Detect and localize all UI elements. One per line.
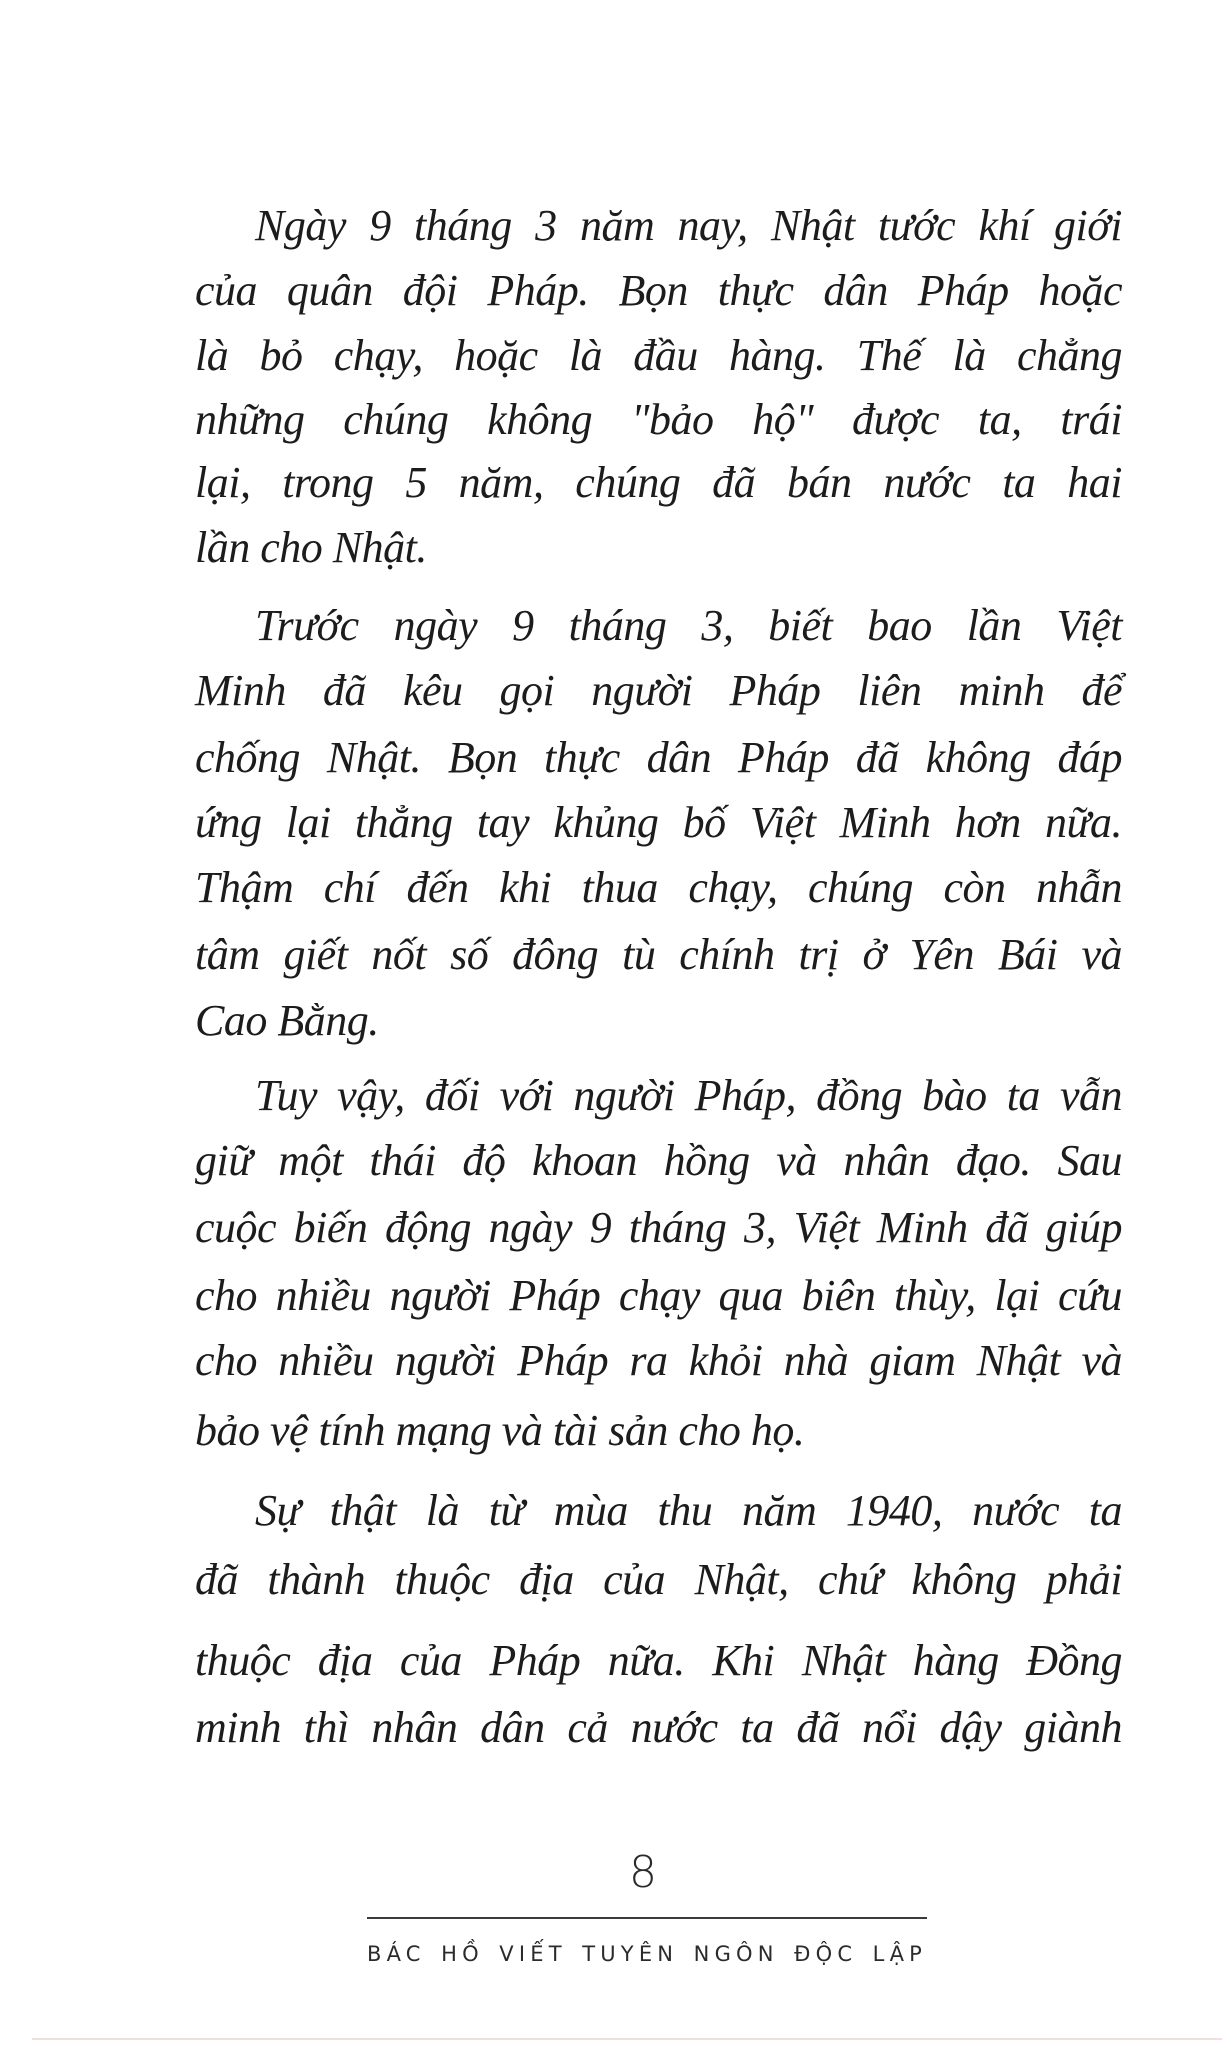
footer-rule — [367, 1917, 927, 1919]
text-line: cuộc biến động ngày 9 tháng 3, Việt Minh đã giúp — [195, 1203, 1122, 1252]
page-edge-divider — [32, 2038, 1222, 2040]
text-line: Ngày 9 tháng 3 năm nay, Nhật tước khí giới — [255, 201, 1122, 250]
text-line: thuộc địa của Pháp nữa. Khi Nhật hàng Đồng — [195, 1636, 1122, 1685]
text-line: Cao Bằng. — [195, 996, 379, 1045]
text-line: Sự thật là từ mùa thu năm 1940, nước ta — [255, 1486, 1122, 1535]
text-line: tâm giết nốt số đông tù chính trị ở Yên Bái và — [195, 930, 1122, 979]
text-line: chống Nhật. Bọn thực dân Pháp đã không đáp — [195, 733, 1122, 782]
text-line: cho nhiều người Pháp chạy qua biên thùy, lại cứu — [195, 1271, 1122, 1320]
text-line: cho nhiều người Pháp ra khỏi nhà giam Nhật và — [195, 1336, 1122, 1385]
text-line: những chúng không "bảo hộ" được ta, trái — [195, 395, 1122, 444]
text-line: Minh đã kêu gọi người Pháp liên minh để — [195, 666, 1122, 715]
text-line: Tuy vậy, đối với người Pháp, đồng bào ta vẫn — [255, 1071, 1122, 1120]
text-line: ứng lại thẳng tay khủng bố Việt Minh hơn nữa. — [195, 798, 1122, 847]
text-line: giữ một thái độ khoan hồng và nhân đạo. Sau — [195, 1136, 1122, 1185]
text-line: là bỏ chạy, hoặc là đầu hàng. Thế là chẳng — [195, 331, 1122, 380]
text-line: của quân đội Pháp. Bọn thực dân Pháp hoặc — [195, 266, 1122, 315]
text-line: lại, trong 5 năm, chúng đã bán nước ta hai — [195, 458, 1122, 507]
text-line: Thậm chí đến khi thua chạy, chúng còn nhẫn — [195, 863, 1122, 912]
text-line: lần cho Nhật. — [195, 523, 427, 572]
text-line: đã thành thuộc địa của Nhật, chứ không phải — [195, 1555, 1122, 1604]
page-number: 8 — [629, 1847, 657, 1898]
text-line: Trước ngày 9 tháng 3, biết bao lần Việt — [255, 601, 1122, 650]
text-line: minh thì nhân dân cả nước ta đã nổi dậy giành — [195, 1703, 1122, 1752]
running-footer-title: BÁC HỒ VIẾT TUYÊN NGÔN ĐỘC LẬP — [367, 1942, 927, 1966]
text-line: bảo vệ tính mạng và tài sản cho họ. — [195, 1406, 805, 1455]
